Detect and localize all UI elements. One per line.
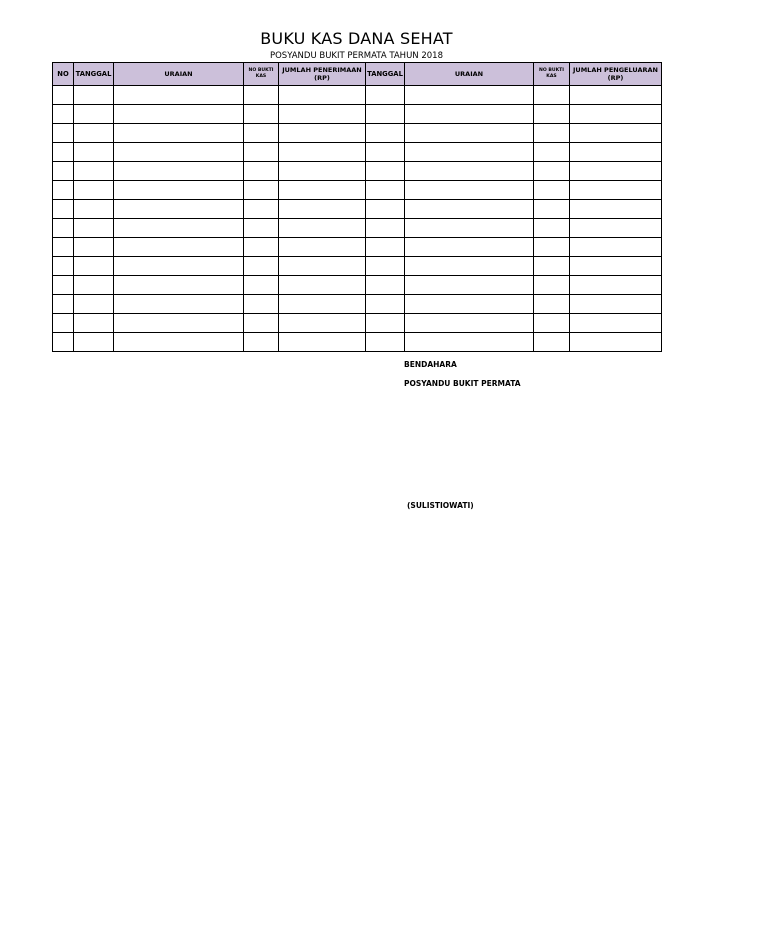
table-cell <box>114 162 244 181</box>
table-cell <box>114 238 244 257</box>
table-row <box>53 143 662 162</box>
table-cell <box>244 200 279 219</box>
table-cell <box>366 105 405 124</box>
column-header-no: NO <box>53 63 74 86</box>
table-cell <box>570 257 662 276</box>
table-cell <box>74 257 114 276</box>
table-cell <box>366 314 405 333</box>
table-cell <box>53 314 74 333</box>
table-cell <box>114 143 244 162</box>
table-cell <box>53 276 74 295</box>
table-cell <box>534 143 570 162</box>
table-cell <box>534 276 570 295</box>
table-cell <box>366 238 405 257</box>
table-cell <box>279 219 366 238</box>
table-cell <box>74 295 114 314</box>
table-cell <box>74 86 114 105</box>
table-cell <box>279 143 366 162</box>
column-header-tanggal-pengeluaran: TANGGAL <box>366 63 405 86</box>
table-cell <box>279 162 366 181</box>
table-cell <box>534 124 570 143</box>
table-cell <box>405 333 534 352</box>
table-cell <box>53 333 74 352</box>
table-cell <box>405 276 534 295</box>
table-cell <box>279 124 366 143</box>
table-cell <box>570 105 662 124</box>
table-cell <box>534 219 570 238</box>
table-cell <box>114 295 244 314</box>
table-cell <box>570 162 662 181</box>
table-cell <box>570 314 662 333</box>
table-cell <box>74 124 114 143</box>
table-cell <box>53 238 74 257</box>
table-cell <box>244 181 279 200</box>
table-cell <box>534 257 570 276</box>
table-cell <box>74 333 114 352</box>
table-cell <box>366 333 405 352</box>
table-cell <box>53 181 74 200</box>
table-row <box>53 238 662 257</box>
column-header-no-bukti-kas-pengeluaran: NO BUKTI KAS <box>534 63 570 86</box>
table-cell <box>279 295 366 314</box>
table-cell <box>405 143 534 162</box>
table-cell <box>53 295 74 314</box>
table-cell <box>244 295 279 314</box>
table-row <box>53 86 662 105</box>
table-cell <box>405 238 534 257</box>
table-cell <box>366 181 405 200</box>
table-cell <box>114 105 244 124</box>
column-header-jumlah-penerimaan: JUMLAH PENERIMAAN (RP) <box>279 63 366 86</box>
table-cell <box>114 314 244 333</box>
table-row <box>53 219 662 238</box>
column-header-uraian-pengeluaran: URAIAN <box>405 63 534 86</box>
table-cell <box>405 219 534 238</box>
table-cell <box>534 162 570 181</box>
table-cell <box>405 162 534 181</box>
table-cell <box>534 86 570 105</box>
table-cell <box>534 181 570 200</box>
table-cell <box>244 162 279 181</box>
signature-name: (SULISTIOWATI) <box>407 501 474 510</box>
table-cell <box>279 276 366 295</box>
table-cell <box>570 200 662 219</box>
column-header-uraian-penerimaan: URAIAN <box>114 63 244 86</box>
table-row <box>53 257 662 276</box>
table-cell <box>534 200 570 219</box>
table-cell <box>570 143 662 162</box>
table-cell <box>534 238 570 257</box>
table-row <box>53 276 662 295</box>
document-subtitle: POSYANDU BUKIT PERMATA TAHUN 2018 <box>269 51 443 61</box>
table-cell <box>74 143 114 162</box>
table-cell <box>366 200 405 219</box>
table-cell <box>570 181 662 200</box>
table-cell <box>534 295 570 314</box>
table-cell <box>74 219 114 238</box>
table-cell <box>244 276 279 295</box>
table-cell <box>279 257 366 276</box>
table-cell <box>53 124 74 143</box>
table-cell <box>570 86 662 105</box>
table-cell <box>244 314 279 333</box>
table-cell <box>405 200 534 219</box>
table-cell <box>53 105 74 124</box>
table-cell <box>366 219 405 238</box>
table-cell <box>114 86 244 105</box>
column-header-tanggal-penerimaan: TANGGAL <box>74 63 114 86</box>
table-cell <box>279 238 366 257</box>
table-cell <box>279 86 366 105</box>
table-cell <box>366 86 405 105</box>
table-row <box>53 181 662 200</box>
table-cell <box>244 333 279 352</box>
table-cell <box>405 257 534 276</box>
table-cell <box>53 200 74 219</box>
table-cell <box>53 162 74 181</box>
table-cell <box>570 219 662 238</box>
table-cell <box>114 200 244 219</box>
table-cell <box>74 238 114 257</box>
table-cell <box>279 333 366 352</box>
table-cell <box>279 200 366 219</box>
table-cell <box>114 276 244 295</box>
table-cell <box>53 86 74 105</box>
table-cell <box>74 162 114 181</box>
table-header-row <box>53 63 662 86</box>
table-cell <box>114 124 244 143</box>
table-cell <box>114 181 244 200</box>
signature-organization: POSYANDU BUKIT PERMATA <box>404 379 521 388</box>
table-cell <box>53 257 74 276</box>
table-cell <box>366 295 405 314</box>
table-row <box>53 105 662 124</box>
table-cell <box>244 219 279 238</box>
table-cell <box>366 162 405 181</box>
column-header-jumlah-pengeluaran: JUMLAH PENGELUARAN (RP) <box>570 63 662 86</box>
table-cell <box>570 295 662 314</box>
table-cell <box>570 276 662 295</box>
table-cell <box>279 105 366 124</box>
table-cell <box>244 105 279 124</box>
table-cell <box>244 257 279 276</box>
table-cell <box>405 86 534 105</box>
table-row <box>53 124 662 143</box>
table-cell <box>366 124 405 143</box>
table-cell <box>244 86 279 105</box>
table-cell <box>279 181 366 200</box>
table-cell <box>53 219 74 238</box>
table-row <box>53 162 662 181</box>
table-row <box>53 314 662 333</box>
table-cell <box>114 333 244 352</box>
table-cell <box>74 200 114 219</box>
table-cell <box>570 238 662 257</box>
table-cell <box>405 181 534 200</box>
table-cell <box>534 333 570 352</box>
table-cell <box>534 314 570 333</box>
table-cell <box>405 295 534 314</box>
table-cell <box>570 333 662 352</box>
table-cell <box>53 143 74 162</box>
signature-role: BENDAHARA <box>404 360 457 369</box>
table-cell <box>244 143 279 162</box>
table-cell <box>534 105 570 124</box>
table-cell <box>366 257 405 276</box>
table-cell <box>405 105 534 124</box>
table-cell <box>279 314 366 333</box>
table-cell <box>570 124 662 143</box>
table-cell <box>74 181 114 200</box>
table-cell <box>244 238 279 257</box>
table-body <box>53 86 662 352</box>
table-cell <box>244 124 279 143</box>
table-row <box>53 333 662 352</box>
table-cell <box>405 314 534 333</box>
column-header-no-bukti-kas-penerimaan: NO BUKTI KAS <box>244 63 279 86</box>
table-cell <box>74 105 114 124</box>
table-row <box>53 200 662 219</box>
table-row <box>53 295 662 314</box>
table-cell <box>366 143 405 162</box>
table-cell <box>366 276 405 295</box>
cash-ledger-table <box>52 62 662 352</box>
table-cell <box>74 314 114 333</box>
table-cell <box>114 219 244 238</box>
document-title: BUKU KAS DANA SEHAT <box>260 29 453 48</box>
table-cell <box>74 276 114 295</box>
table-cell <box>405 124 534 143</box>
table-cell <box>114 257 244 276</box>
